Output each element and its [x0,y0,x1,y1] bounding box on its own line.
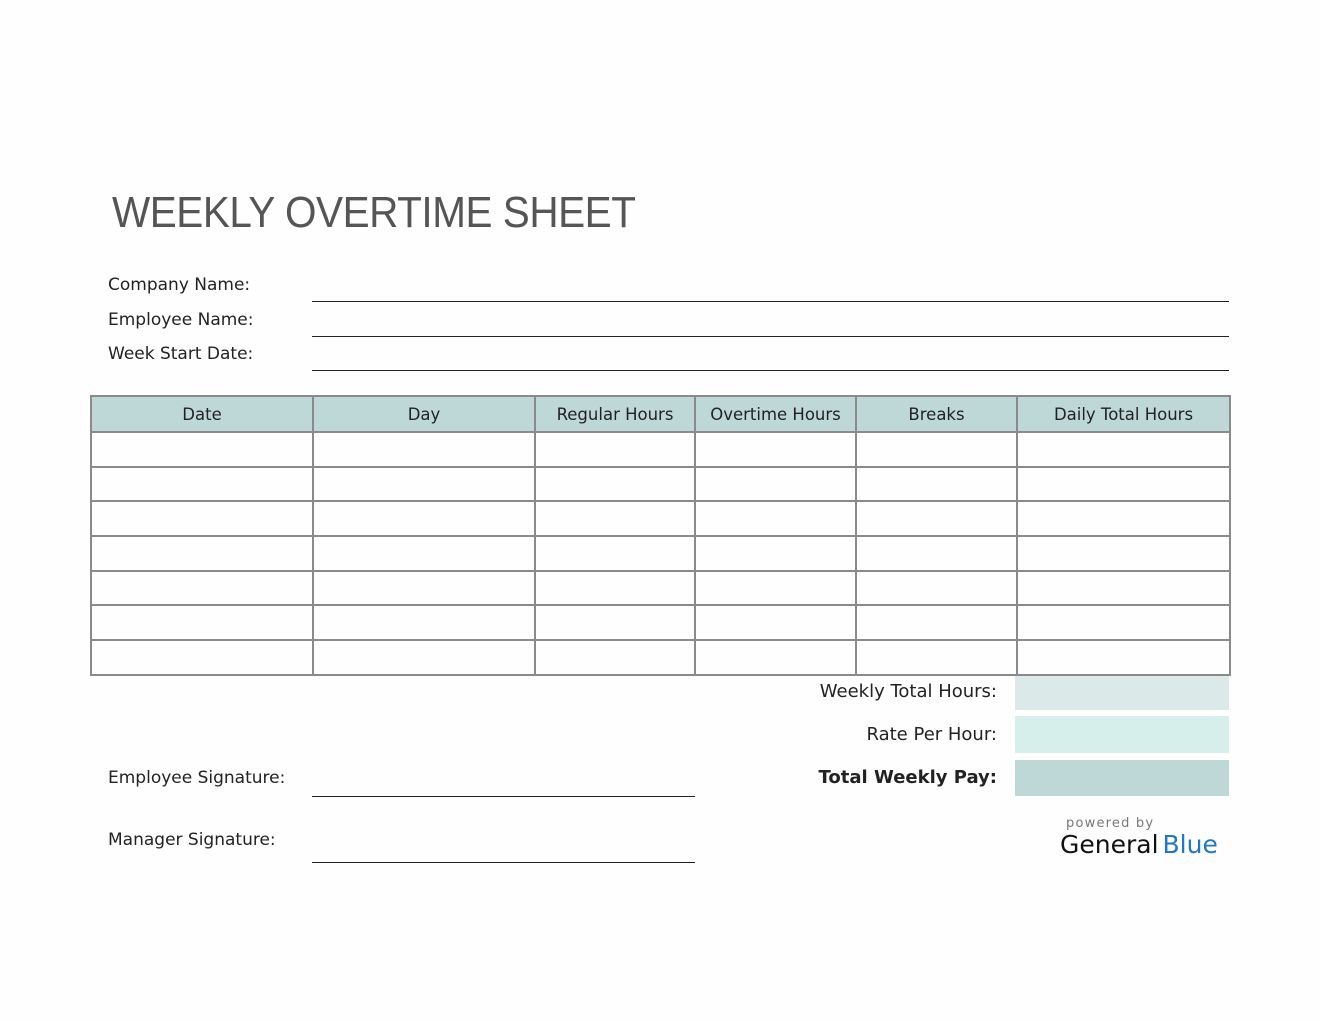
regular-hours-cell[interactable] [535,467,695,502]
rate-per-hour-field[interactable] [1015,716,1229,753]
overtime-hours-cell[interactable] [695,640,856,675]
column-header-day: Day [313,396,535,432]
date-cell[interactable] [91,432,313,467]
company-name-field[interactable] [312,301,1229,302]
day-cell[interactable] [313,571,535,606]
overtime-hours-cell[interactable] [695,467,856,502]
manager-signature-field[interactable] [312,862,695,863]
daily-total-hours-cell[interactable] [1017,536,1230,571]
table-row [91,640,1230,675]
rate-per-hour-label: Rate Per Hour: [866,724,997,745]
overtime-table [90,395,1231,676]
day-cell[interactable] [313,536,535,571]
employee-signature-label: Employee Signature: [108,768,286,788]
column-header-breaks: Breaks [856,396,1017,432]
breaks-cell[interactable] [856,467,1017,502]
daily-total-hours-cell[interactable] [1017,640,1230,675]
week-start-date-field[interactable] [312,370,1229,371]
breaks-cell[interactable] [856,605,1017,640]
date-cell[interactable] [91,605,313,640]
table-row [91,467,1230,502]
page-title: WEEKLY OVERTIME SHEET [112,188,636,237]
company-name-label: Company Name: [108,275,251,295]
breaks-cell[interactable] [856,571,1017,606]
breaks-cell[interactable] [856,432,1017,467]
employee-signature-field[interactable] [312,796,695,797]
date-cell[interactable] [91,571,313,606]
regular-hours-cell[interactable] [535,640,695,675]
table-row [91,501,1230,536]
manager-signature-label: Manager Signature: [108,830,276,850]
daily-total-hours-cell[interactable] [1017,432,1230,467]
brand-blue-text: Blue [1162,830,1218,859]
regular-hours-cell[interactable] [535,605,695,640]
regular-hours-cell[interactable] [535,432,695,467]
employee-name-label: Employee Name: [108,310,254,330]
employee-name-field[interactable] [312,336,1229,337]
day-cell[interactable] [313,605,535,640]
breaks-cell[interactable] [856,640,1017,675]
date-cell[interactable] [91,536,313,571]
table-row [91,432,1230,467]
date-cell[interactable] [91,501,313,536]
overtime-hours-cell[interactable] [695,432,856,467]
generalblue-logo [1060,830,1218,859]
table-header-row [91,396,1230,432]
date-cell[interactable] [91,467,313,502]
week-start-date-label: Week Start Date: [108,344,254,364]
date-cell[interactable] [91,640,313,675]
overtime-hours-cell[interactable] [695,501,856,536]
overtime-hours-cell[interactable] [695,571,856,606]
brand-general-text: General [1060,830,1159,859]
total-weekly-pay-label: Total Weekly Pay: [818,767,997,788]
daily-total-hours-cell[interactable] [1017,605,1230,640]
breaks-cell[interactable] [856,536,1017,571]
breaks-cell[interactable] [856,501,1017,536]
daily-total-hours-cell[interactable] [1017,501,1230,536]
day-cell[interactable] [313,467,535,502]
day-cell[interactable] [313,501,535,536]
column-header-regular-hours: Regular Hours [535,396,695,432]
regular-hours-cell[interactable] [535,571,695,606]
table-row [91,571,1230,606]
weekly-total-hours-label: Weekly Total Hours: [819,681,997,702]
day-cell[interactable] [313,432,535,467]
overtime-hours-cell[interactable] [695,605,856,640]
powered-by-text: powered by [1066,816,1155,831]
daily-total-hours-cell[interactable] [1017,571,1230,606]
regular-hours-cell[interactable] [535,536,695,571]
overtime-hours-cell[interactable] [695,536,856,571]
column-header-date: Date [91,396,313,432]
column-header-daily-total-hours: Daily Total Hours [1017,396,1230,432]
table-row [91,605,1230,640]
total-weekly-pay-field[interactable] [1015,760,1229,796]
daily-total-hours-cell[interactable] [1017,467,1230,502]
weekly-total-hours-field[interactable] [1015,676,1229,710]
column-header-overtime-hours: Overtime Hours [695,396,856,432]
table-row [91,536,1230,571]
day-cell[interactable] [313,640,535,675]
regular-hours-cell[interactable] [535,501,695,536]
